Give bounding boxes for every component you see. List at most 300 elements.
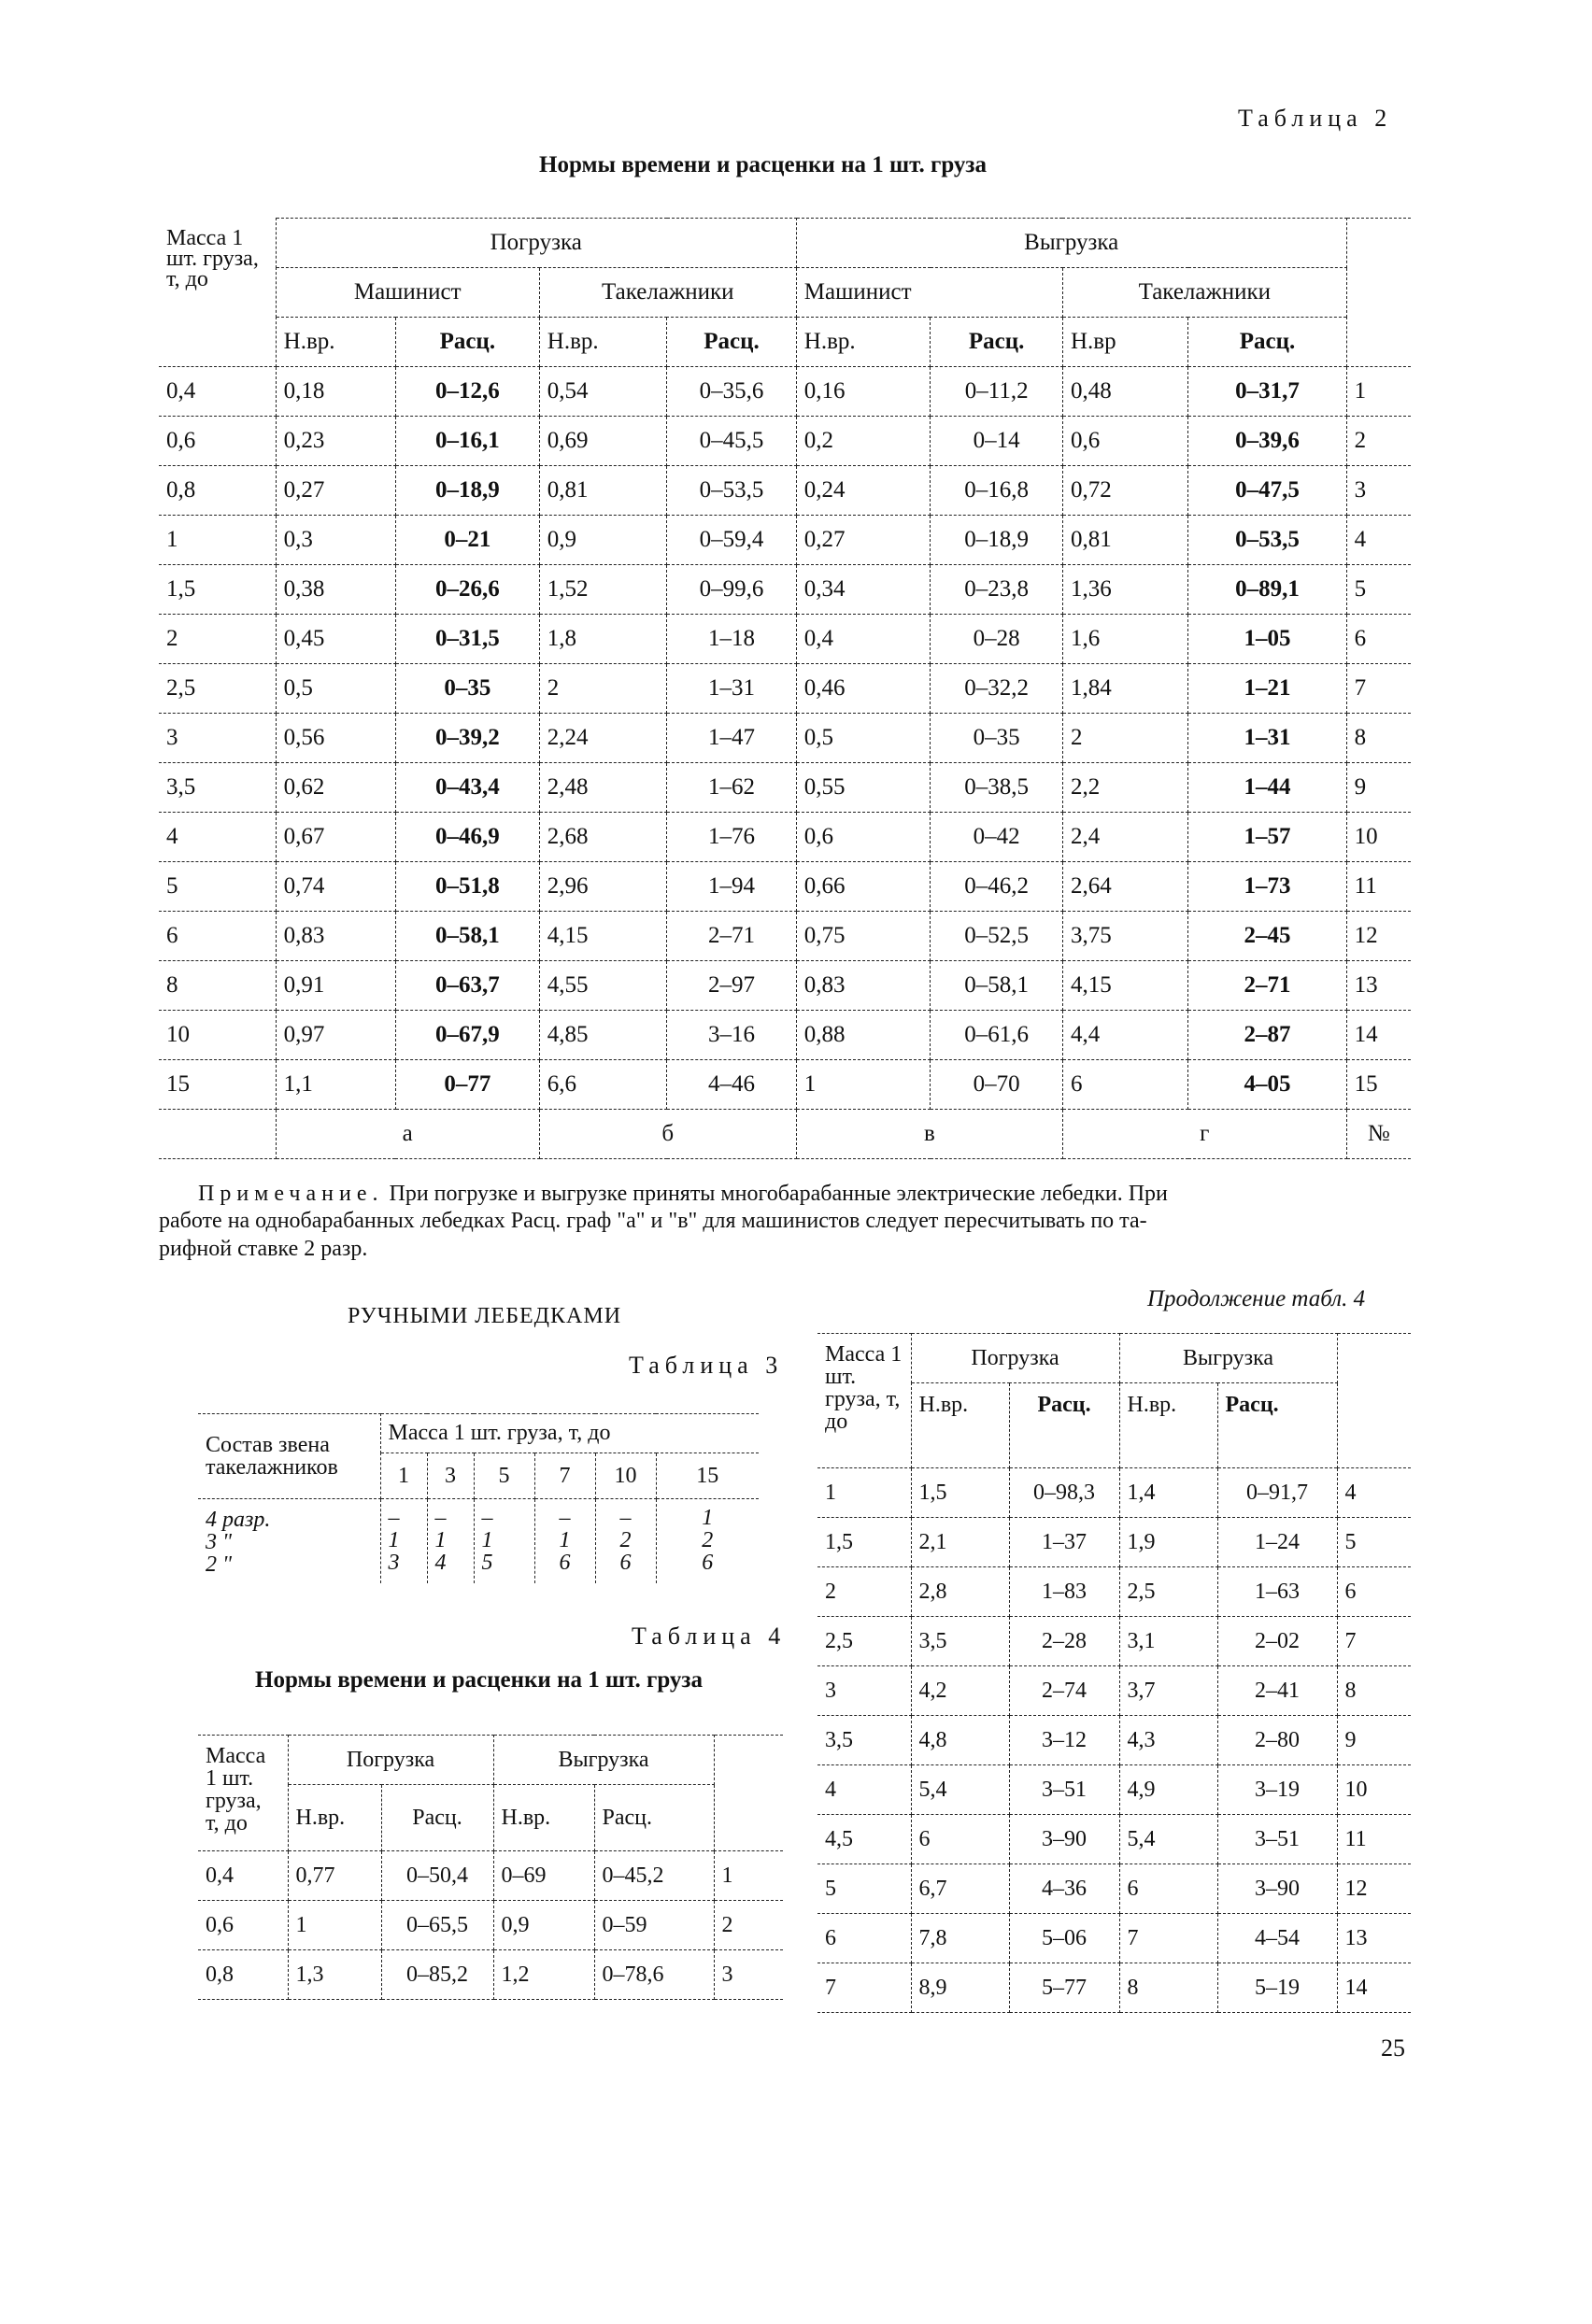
values-col-7: – 1 6	[534, 1499, 595, 1584]
cell-unload-op-nvr: 0,34	[796, 565, 931, 615]
cell-mass: 2,5	[159, 664, 276, 714]
loading-operator-header: Машинист	[276, 268, 539, 318]
cell-unload-op-nvr: 0,27	[796, 516, 931, 565]
cell-unload-rig-nvr: 0,72	[1062, 466, 1187, 516]
cell-load-rasc: 1–37	[1009, 1518, 1119, 1567]
table-row	[198, 1851, 783, 1901]
cell-mass: 3	[159, 714, 276, 763]
cell-load-rig-rasc: 1–31	[667, 664, 797, 714]
unloading-header: Выгрузка	[493, 1736, 714, 1785]
cell-unload-rig-rasc: 1–31	[1188, 714, 1346, 763]
cell-row-number: 2	[714, 1901, 783, 1950]
table-row	[817, 1864, 1411, 1914]
cell-mass: 0,6	[198, 1901, 288, 1950]
cell-load-nvr: 0,77	[288, 1851, 381, 1901]
rasc-header: Расц.	[381, 1785, 493, 1851]
mass-10: 10	[595, 1453, 656, 1499]
table-row	[159, 1011, 1411, 1060]
cell-row-number: 14	[1346, 1011, 1411, 1060]
cell-load-op-rasc: 0–18,9	[395, 466, 539, 516]
cell-unload-rig-rasc: 0–89,1	[1188, 565, 1346, 615]
cell-mass: 2	[159, 615, 276, 664]
cell-unload-op-rasc: 0–32,2	[931, 664, 1063, 714]
table-row	[159, 367, 1411, 417]
cell-load-rig-rasc: 0–53,5	[667, 466, 797, 516]
cell-unload-rig-nvr: 2,4	[1062, 813, 1187, 862]
cell-unload-rig-rasc: 4–05	[1188, 1060, 1346, 1110]
values-col-15: 1 2 6	[656, 1499, 759, 1584]
cell-load-rig-rasc: 1–47	[667, 714, 797, 763]
cell-mass: 1	[159, 516, 276, 565]
cell-mass: 5	[817, 1864, 911, 1914]
cell-load-op-nvr: 0,5	[276, 664, 395, 714]
cell-row-number: 4	[1346, 516, 1411, 565]
cell-load-rasc: 3–90	[1009, 1815, 1119, 1864]
cell-load-rasc: 1–83	[1009, 1567, 1119, 1617]
cell-load-rig-rasc: 0–35,6	[667, 367, 797, 417]
table-row	[817, 1914, 1411, 1963]
cell-load-rig-nvr: 2,68	[539, 813, 666, 862]
grade-3: 3 "	[206, 1530, 233, 1554]
cell-load-rig-rasc: 2–97	[667, 961, 797, 1011]
cell-row-number: 5	[1346, 565, 1411, 615]
cell-row-number: 14	[1337, 1963, 1411, 2013]
section-heading: РУЧНЫМИ ЛЕБЕДКАМИ	[348, 1304, 622, 1328]
cell-mass: 4	[817, 1765, 911, 1815]
table-row	[817, 1518, 1411, 1567]
table4c-label: Продолжение табл. 4	[1147, 1286, 1366, 1311]
cell-load-rasc: 2–28	[1009, 1617, 1119, 1666]
cell-load-rig-nvr: 4,55	[539, 961, 666, 1011]
cell-unload-rig-nvr: 0,48	[1062, 367, 1187, 417]
cell-load-rig-rasc: 2–71	[667, 912, 797, 961]
cell-unload-rig-nvr: 0,81	[1062, 516, 1187, 565]
cell-unload-rasc: 0–45,2	[594, 1851, 714, 1901]
cell-row-number: 13	[1346, 961, 1411, 1011]
cell-load-nvr: 6,7	[911, 1864, 1009, 1914]
row-number-header	[1337, 1334, 1411, 1468]
table-row	[817, 1716, 1411, 1765]
cell-load-nvr: 5,4	[911, 1765, 1009, 1815]
cell-unload-op-nvr: 0,46	[796, 664, 931, 714]
cell-unload-rig-rasc: 1–44	[1188, 763, 1346, 813]
cell-load-op-nvr: 0,97	[276, 1011, 395, 1060]
cell-load-op-rasc: 0–35	[395, 664, 539, 714]
cell-unload-rig-rasc: 1–73	[1188, 862, 1346, 912]
cell-unload-op-nvr: 0,55	[796, 763, 931, 813]
cell-load-nvr: 8,9	[911, 1963, 1009, 2013]
cell-load-rasc: 0–98,3	[1009, 1468, 1119, 1518]
cell-load-op-rasc: 0–16,1	[395, 417, 539, 466]
cell-mass: 2	[817, 1567, 911, 1617]
table4	[198, 1735, 783, 2000]
values-col-10: – 2 6	[595, 1499, 656, 1584]
footer-number: №	[1346, 1110, 1411, 1159]
table-row	[817, 1666, 1411, 1716]
cell-load-nvr: 3,5	[911, 1617, 1009, 1666]
note	[198, 1181, 1413, 1207]
mass-1: 1	[380, 1453, 427, 1499]
note-line2: работе на однобарабанных лебедках Расц. граф "а" и "в" для машинистов следует пересчитывать по та-	[159, 1209, 1147, 1233]
table-row	[159, 912, 1411, 961]
cell-load-op-rasc: 0–51,8	[395, 862, 539, 912]
cell-load-rig-nvr: 2,96	[539, 862, 666, 912]
rasc-header: Расц.	[667, 318, 797, 367]
row-number-header	[714, 1736, 783, 1851]
cell-mass: 2,5	[817, 1617, 911, 1666]
table-row	[817, 1617, 1411, 1666]
cell-load-nvr: 4,8	[911, 1716, 1009, 1765]
table4-label: Таблица 4	[632, 1623, 787, 1650]
cell-load-rig-rasc: 0–45,5	[667, 417, 797, 466]
table-row	[159, 516, 1411, 565]
cell-row-number: 10	[1337, 1765, 1411, 1815]
cell-load-rig-nvr: 4,15	[539, 912, 666, 961]
cell-unload-op-rasc: 0–42	[931, 813, 1063, 862]
table-row	[159, 417, 1411, 466]
cell-load-op-rasc: 0–21	[395, 516, 539, 565]
cell-unload-rasc: 2–80	[1217, 1716, 1337, 1765]
cell-unload-rasc: 3–51	[1217, 1815, 1337, 1864]
cell-load-op-rasc: 0–26,6	[395, 565, 539, 615]
cell-unload-nvr: 6	[1119, 1864, 1217, 1914]
grades	[198, 1499, 380, 1584]
cell-load-op-rasc: 0–43,4	[395, 763, 539, 813]
cell-load-rig-rasc: 0–99,6	[667, 565, 797, 615]
values-col-5: – 1 5	[474, 1499, 534, 1584]
rasc-header: Расц.	[594, 1785, 714, 1851]
cell-load-op-rasc: 0–63,7	[395, 961, 539, 1011]
cell-row-number: 12	[1337, 1864, 1411, 1914]
cell-load-rig-rasc: 0–59,4	[667, 516, 797, 565]
cell-load-nvr: 4,2	[911, 1666, 1009, 1716]
cell-unload-nvr: 5,4	[1119, 1815, 1217, 1864]
unloading-header: Выгрузка	[796, 219, 1346, 268]
cell-mass: 0,4	[159, 367, 276, 417]
cell-row-number: 9	[1346, 763, 1411, 813]
cell-unload-rasc: 0–78,6	[594, 1950, 714, 2000]
table-row	[159, 961, 1411, 1011]
cell-unload-rig-nvr: 0,6	[1062, 417, 1187, 466]
cell-load-rig-rasc: 4–46	[667, 1060, 797, 1110]
cell-load-op-nvr: 0,27	[276, 466, 395, 516]
cell-mass: 8	[159, 961, 276, 1011]
cell-unload-nvr: 1,4	[1119, 1468, 1217, 1518]
cell-unload-rig-rasc: 1–05	[1188, 615, 1346, 664]
cell-load-rig-nvr: 2,48	[539, 763, 666, 813]
cell-unload-op-rasc: 0–11,2	[931, 367, 1063, 417]
cell-load-rig-rasc: 3–16	[667, 1011, 797, 1060]
cell-load-nvr: 1,3	[288, 1950, 381, 2000]
cell-unload-op-rasc: 0–18,9	[931, 516, 1063, 565]
cell-unload-rig-nvr: 3,75	[1062, 912, 1187, 961]
cell-load-op-rasc: 0–31,5	[395, 615, 539, 664]
nvr-header: Н.вр.	[288, 1785, 381, 1851]
nvr-header: Н.вр.	[493, 1785, 594, 1851]
mass-15: 15	[656, 1453, 759, 1499]
cell-mass: 3,5	[817, 1716, 911, 1765]
cell-load-rig-nvr: 1,8	[539, 615, 666, 664]
cell-load-op-rasc: 0–46,9	[395, 813, 539, 862]
cell-unload-nvr: 1,9	[1119, 1518, 1217, 1567]
table-row	[817, 1815, 1411, 1864]
col-mass-header: Масса 1 шт. груза, т, до	[198, 1736, 288, 1851]
cell-row-number: 6	[1337, 1567, 1411, 1617]
cell-mass: 3	[817, 1666, 911, 1716]
footer-col-b: б	[539, 1110, 796, 1159]
table-row	[159, 813, 1411, 862]
cell-load-rig-rasc: 1–18	[667, 615, 797, 664]
cell-mass: 7	[817, 1963, 911, 2013]
table-row	[159, 565, 1411, 615]
cell-row-number: 9	[1337, 1716, 1411, 1765]
cell-unload-rig-nvr: 2	[1062, 714, 1187, 763]
nvr-header: Н.вр.	[1119, 1383, 1217, 1468]
cell-load-op-rasc: 0–12,6	[395, 367, 539, 417]
cell-unload-rig-rasc: 2–45	[1188, 912, 1346, 961]
cell-load-op-nvr: 0,56	[276, 714, 395, 763]
rasc-header: Расц.	[1217, 1383, 1337, 1468]
cell-unload-op-rasc: 0–38,5	[931, 763, 1063, 813]
cell-load-op-nvr: 0,38	[276, 565, 395, 615]
cell-row-number: 1	[714, 1851, 783, 1901]
cell-unload-op-rasc: 0–16,8	[931, 466, 1063, 516]
cell-mass: 0,8	[159, 466, 276, 516]
table3	[198, 1413, 759, 1583]
cell-unload-rig-rasc: 0–53,5	[1188, 516, 1346, 565]
footer-col-v: в	[796, 1110, 1062, 1159]
cell-mass: 10	[159, 1011, 276, 1060]
cell-mass: 1,5	[817, 1518, 911, 1567]
rasc-header: Расц.	[1188, 318, 1346, 367]
cell-load-op-nvr: 0,74	[276, 862, 395, 912]
cell-mass: 6	[817, 1914, 911, 1963]
cell-mass: 3,5	[159, 763, 276, 813]
cell-mass: 0,6	[159, 417, 276, 466]
cell-unload-op-nvr: 0,88	[796, 1011, 931, 1060]
cell-unload-op-nvr: 0,83	[796, 961, 931, 1011]
loading-header: Погрузка	[276, 219, 796, 268]
cell-unload-rig-nvr: 4,15	[1062, 961, 1187, 1011]
cell-load-op-nvr: 1,1	[276, 1060, 395, 1110]
cell-unload-nvr: 0–69	[493, 1851, 594, 1901]
cell-row-number: 15	[1346, 1060, 1411, 1110]
loading-riggers-header: Такелажники	[539, 268, 796, 318]
cell-unload-rig-nvr: 6	[1062, 1060, 1187, 1110]
cell-unload-rig-nvr: 1,6	[1062, 615, 1187, 664]
cell-load-rasc: 5–06	[1009, 1914, 1119, 1963]
cell-load-rig-rasc: 1–94	[667, 862, 797, 912]
cell-mass: 4,5	[817, 1815, 911, 1864]
cell-row-number: 5	[1337, 1518, 1411, 1567]
cell-unload-nvr: 3,1	[1119, 1617, 1217, 1666]
cell-mass: 4	[159, 813, 276, 862]
cell-unload-nvr: 0,9	[493, 1901, 594, 1950]
cell-unload-nvr: 1,2	[493, 1950, 594, 2000]
cell-unload-op-nvr: 0,4	[796, 615, 931, 664]
cell-load-nvr: 7,8	[911, 1914, 1009, 1963]
col-mass-header: Масса 1 шт. груза, т, до	[159, 219, 276, 367]
cell-load-rig-nvr: 0,54	[539, 367, 666, 417]
note-line3: рифной ставке 2 разр.	[159, 1237, 368, 1261]
cell-unload-rasc: 2–41	[1217, 1666, 1337, 1716]
cell-unload-rig-rasc: 2–87	[1188, 1011, 1346, 1060]
cell-unload-rig-nvr: 4,4	[1062, 1011, 1187, 1060]
cell-unload-nvr: 3,7	[1119, 1666, 1217, 1716]
cell-load-op-nvr: 0,18	[276, 367, 395, 417]
cell-unload-op-nvr: 0,24	[796, 466, 931, 516]
cell-unload-op-nvr: 0,6	[796, 813, 931, 862]
nvr-header: Н.вр.	[911, 1383, 1009, 1468]
cell-load-nvr: 2,8	[911, 1567, 1009, 1617]
cell-unload-op-nvr: 0,2	[796, 417, 931, 466]
table-row	[159, 763, 1411, 813]
cell-unload-rasc: 2–02	[1217, 1617, 1337, 1666]
cell-load-nvr: 6	[911, 1815, 1009, 1864]
cell-unload-rasc: 1–63	[1217, 1567, 1337, 1617]
cell-load-op-nvr: 0,83	[276, 912, 395, 961]
table-row	[817, 1765, 1411, 1815]
footer-col-g: г	[1062, 1110, 1346, 1159]
cell-mass: 15	[159, 1060, 276, 1110]
table-row	[159, 664, 1411, 714]
table-row	[817, 1963, 1411, 2013]
cell-row-number: 11	[1346, 862, 1411, 912]
footer-blank	[159, 1110, 276, 1159]
loading-header: Погрузка	[911, 1334, 1119, 1383]
cell-mass: 1,5	[159, 565, 276, 615]
cell-load-rasc: 0–85,2	[381, 1950, 493, 2000]
cell-load-op-nvr: 0,91	[276, 961, 395, 1011]
col-mass-header: Масса 1 шт. груза, т, до	[380, 1414, 759, 1453]
table-row	[159, 615, 1411, 664]
table3-label: Таблица 3	[629, 1352, 784, 1379]
cell-unload-rasc: 1–24	[1217, 1518, 1337, 1567]
cell-load-op-rasc: 0–39,2	[395, 714, 539, 763]
cell-unload-rig-rasc: 0–47,5	[1188, 466, 1346, 516]
cell-unload-op-rasc: 0–23,8	[931, 565, 1063, 615]
unloading-riggers-header: Такелажники	[1062, 268, 1346, 318]
unloading-header: Выгрузка	[1119, 1334, 1337, 1383]
unloading-operator-header: Машинист	[796, 268, 1062, 318]
cell-row-number: 8	[1346, 714, 1411, 763]
cell-load-rig-nvr: 0,9	[539, 516, 666, 565]
row-number-header	[1346, 219, 1411, 367]
cell-unload-nvr: 4,9	[1119, 1765, 1217, 1815]
note-line1: При погрузке и выгрузке приняты многобарабанные электрические лебедки. При	[389, 1182, 1168, 1206]
cell-unload-rig-nvr: 1,36	[1062, 565, 1187, 615]
cell-row-number: 7	[1346, 664, 1411, 714]
table-row	[159, 466, 1411, 516]
mass-7: 7	[534, 1453, 595, 1499]
cell-load-rig-rasc: 1–62	[667, 763, 797, 813]
page-number: 25	[1381, 2034, 1405, 2062]
cell-load-op-rasc: 0–77	[395, 1060, 539, 1110]
cell-load-op-nvr: 0,23	[276, 417, 395, 466]
cell-load-rasc: 0–65,5	[381, 1901, 493, 1950]
table4-continuation	[817, 1333, 1411, 2013]
cell-unload-rig-nvr: 2,64	[1062, 862, 1187, 912]
table4-title: Нормы времени и расценки на 1 шт. груза	[255, 1667, 703, 1693]
cell-unload-op-nvr: 0,5	[796, 714, 931, 763]
cell-load-op-rasc: 0–67,9	[395, 1011, 539, 1060]
cell-load-rig-nvr: 2,24	[539, 714, 666, 763]
cell-mass: 1	[817, 1468, 911, 1518]
table-row	[159, 714, 1411, 763]
cell-load-nvr: 1,5	[911, 1468, 1009, 1518]
nvr-header: Н.вр.	[539, 318, 666, 367]
col-crew-header: Состав звена такелажников	[198, 1414, 380, 1499]
cell-mass: 0,8	[198, 1950, 288, 2000]
table-row	[198, 1901, 783, 1950]
loading-header: Погрузка	[288, 1736, 493, 1785]
table-row	[159, 1060, 1411, 1110]
nvr-header: Н.вр	[1062, 318, 1187, 367]
nvr-header: Н.вр.	[796, 318, 931, 367]
cell-unload-rasc: 3–19	[1217, 1765, 1337, 1815]
cell-unload-op-rasc: 0–14	[931, 417, 1063, 466]
cell-unload-rig-rasc: 1–21	[1188, 664, 1346, 714]
cell-load-rig-nvr: 2	[539, 664, 666, 714]
rasc-header: Расц.	[1009, 1383, 1119, 1468]
cell-unload-op-rasc: 0–28	[931, 615, 1063, 664]
cell-row-number: 12	[1346, 912, 1411, 961]
table-row	[817, 1468, 1411, 1518]
cell-unload-op-rasc: 0–46,2	[931, 862, 1063, 912]
cell-load-op-rasc: 0–58,1	[395, 912, 539, 961]
cell-unload-op-nvr: 0,16	[796, 367, 931, 417]
cell-load-rasc: 4–36	[1009, 1864, 1119, 1914]
cell-unload-op-rasc: 0–52,5	[931, 912, 1063, 961]
note-lead: Примечание.	[198, 1182, 384, 1206]
cell-mass: 0,4	[198, 1851, 288, 1901]
table-row	[198, 1950, 783, 2000]
cell-unload-nvr: 7	[1119, 1914, 1217, 1963]
cell-load-op-nvr: 0,3	[276, 516, 395, 565]
cell-load-rig-nvr: 4,85	[539, 1011, 666, 1060]
cell-load-rig-nvr: 0,81	[539, 466, 666, 516]
cell-row-number: 2	[1346, 417, 1411, 466]
cell-load-rig-rasc: 1–76	[667, 813, 797, 862]
cell-load-nvr: 1	[288, 1901, 381, 1950]
values-col-3: – 1 4	[427, 1499, 474, 1584]
mass-5: 5	[474, 1453, 534, 1499]
table2	[159, 218, 1411, 1159]
values-col-1: – 1 3	[380, 1499, 427, 1584]
cell-unload-op-rasc: 0–58,1	[931, 961, 1063, 1011]
footer-col-a: а	[276, 1110, 539, 1159]
grade-4: 4 разр.	[206, 1508, 271, 1532]
cell-unload-op-rasc: 0–35	[931, 714, 1063, 763]
cell-load-rig-nvr: 6,6	[539, 1060, 666, 1110]
cell-unload-rasc: 5–19	[1217, 1963, 1337, 2013]
cell-row-number: 3	[1346, 466, 1411, 516]
rasc-header: Расц.	[395, 318, 539, 367]
cell-unload-rasc: 0–59	[594, 1901, 714, 1950]
cell-row-number: 7	[1337, 1617, 1411, 1666]
table2-title: Нормы времени и расценки на 1 шт. груза	[539, 152, 987, 177]
mass-3: 3	[427, 1453, 474, 1499]
cell-unload-rig-rasc: 2–71	[1188, 961, 1346, 1011]
cell-row-number: 10	[1346, 813, 1411, 862]
cell-unload-rig-rasc: 1–57	[1188, 813, 1346, 862]
cell-unload-op-nvr: 0,66	[796, 862, 931, 912]
cell-load-nvr: 2,1	[911, 1518, 1009, 1567]
cell-row-number: 4	[1337, 1468, 1411, 1518]
cell-unload-rig-nvr: 2,2	[1062, 763, 1187, 813]
cell-load-op-nvr: 0,45	[276, 615, 395, 664]
col-mass-header: Масса 1 шт. груза, т, до	[817, 1334, 911, 1468]
